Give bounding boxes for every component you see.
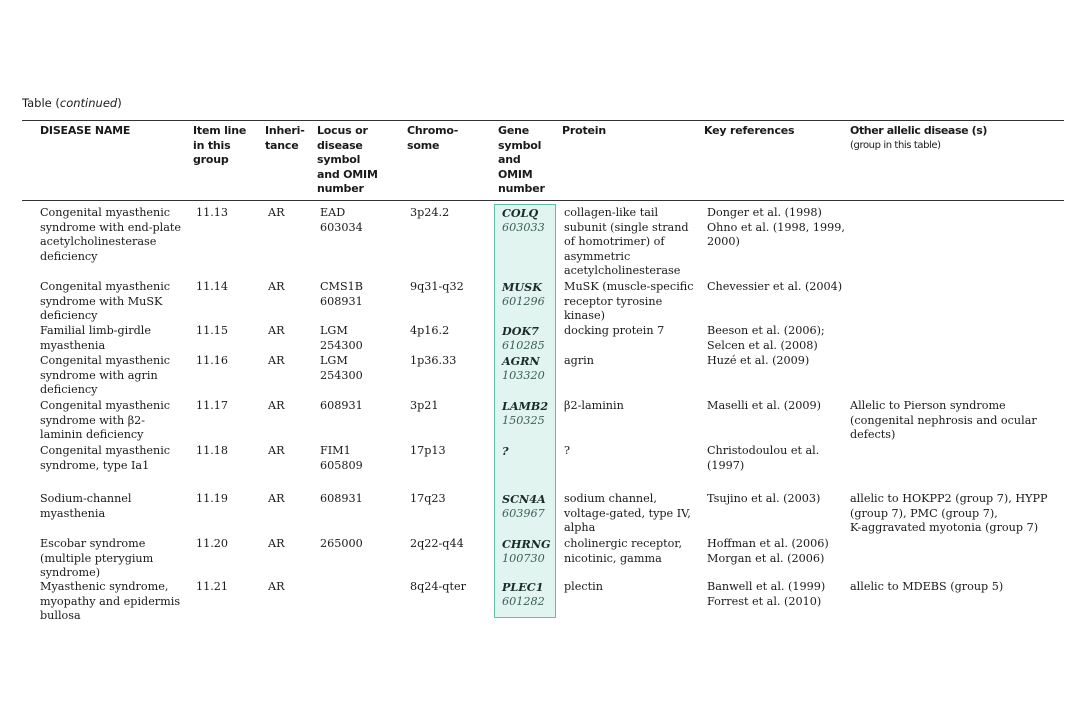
- cell-inheritance: AR: [268, 537, 285, 550]
- cell-chromosome: 3p24.2: [410, 206, 450, 219]
- cell-locus: LGM 254300: [320, 354, 363, 382]
- header-locus: Locus or disease symbol and OMIM number: [317, 124, 378, 195]
- cell-gene: [502, 206, 545, 235]
- cell-chromosome: 17q23: [410, 492, 446, 505]
- cell-gene: [502, 444, 509, 459]
- cell-inheritance: AR: [268, 444, 285, 457]
- header-chromosome: Chromo- some: [407, 124, 459, 152]
- cell-item-line: 11.20: [196, 537, 229, 550]
- cell-other-allelic: allelic to HOKPP2 (group 7), HYPP (group 7), PMC (group 7), K-aggravated myotonia (group 7): [850, 492, 1048, 535]
- cell-inheritance: AR: [268, 206, 285, 219]
- cell-references: Banwell et al. (1999) Forrest et al. (2010): [707, 580, 826, 608]
- cell-locus: FIM1 605809: [320, 444, 363, 472]
- cell-inheritance: AR: [268, 492, 285, 505]
- cell-disease-name: Sodium-channel myasthenia: [40, 492, 132, 520]
- gene-symbol: COLQ: [502, 206, 539, 220]
- top-rule: [22, 120, 1064, 121]
- gene-omim-number: 603033: [502, 220, 545, 234]
- cell-disease-name: Congenital myasthenic syndrome, type Ia1: [40, 444, 171, 472]
- header-rule: [22, 200, 1064, 201]
- cell-item-line: 11.14: [196, 280, 229, 293]
- cell-gene: [502, 537, 551, 566]
- cell-protein: ?: [564, 444, 570, 457]
- cell-locus: EAD 603034: [320, 206, 363, 234]
- cell-protein: plectin: [564, 580, 603, 593]
- cell-disease-name: Congenital myasthenic syndrome with β2- laminin deficiency: [40, 399, 171, 442]
- header-protein: Protein: [562, 124, 606, 137]
- header-other-allelic: [850, 124, 987, 153]
- gene-omim-number: 610285: [502, 338, 545, 352]
- gene-omim-number: 150325: [502, 413, 545, 427]
- cell-locus: 608931: [320, 399, 363, 412]
- cell-references: Donger et al. (1998) Ohno et al. (1998, 1999, 2000): [707, 206, 845, 249]
- header-disease: DISEASE NAME: [40, 124, 131, 137]
- cell-gene: [502, 492, 546, 521]
- cell-references: Christodoulou et al. (1997): [707, 444, 820, 472]
- cell-disease-name: Escobar syndrome (multiple pterygium syndrome): [40, 537, 154, 580]
- cell-gene: [502, 354, 545, 383]
- cell-chromosome: 17p13: [410, 444, 446, 457]
- gene-omim-number: 603967: [502, 506, 545, 520]
- gene-omim-number: 103320: [502, 368, 545, 382]
- cell-disease-name: Familial limb-girdle myasthenia: [40, 324, 151, 352]
- cell-gene: [502, 399, 548, 428]
- cell-locus: 265000: [320, 537, 363, 550]
- cell-protein: agrin: [564, 354, 594, 367]
- cell-protein: cholinergic receptor, nicotinic, gamma: [564, 537, 683, 565]
- header-other-allelic-sub: (group in this table): [850, 139, 941, 151]
- gene-symbol: LAMB2: [502, 399, 549, 413]
- cell-other-allelic: allelic to MDEBS (group 5): [850, 580, 1004, 593]
- cell-protein: sodium channel, voltage-gated, type IV, alpha: [564, 492, 691, 535]
- cell-item-line: 11.16: [196, 354, 229, 367]
- cell-inheritance: AR: [268, 280, 285, 293]
- gene-symbol: SCN4A: [502, 492, 546, 506]
- cell-chromosome: 2q22-q44: [410, 537, 464, 550]
- cell-disease-name: Congenital myasthenic syndrome with agrin deficiency: [40, 354, 171, 397]
- cell-chromosome: 9q31-q32: [410, 280, 464, 293]
- gene-omim-number: 100730: [502, 551, 545, 565]
- cell-locus: 608931: [320, 492, 363, 505]
- cell-locus: CMS1B 608931: [320, 280, 364, 308]
- cell-chromosome: 1p36.33: [410, 354, 457, 367]
- cell-item-line: 11.15: [196, 324, 229, 337]
- cell-protein: β2-laminin: [564, 399, 624, 412]
- cell-disease-name: Congenital myasthenic syndrome with MuSK deficiency: [40, 280, 171, 323]
- gene-omim-number: 601282: [502, 594, 545, 608]
- header-item: Item line in this group: [193, 124, 247, 166]
- gene-symbol: MUSK: [502, 280, 542, 294]
- header-gene: Gene symbol and OMIM number: [498, 124, 545, 195]
- cell-disease-name: Congenital myasthenic syndrome with end-plate acetylcholinesterase deficiency: [40, 206, 182, 263]
- cell-references: Chevessier et al. (2004): [707, 280, 843, 293]
- cell-references: Maselli et al. (2009): [707, 399, 822, 412]
- cell-protein: docking protein 7: [564, 324, 665, 337]
- cell-inheritance: AR: [268, 399, 285, 412]
- cell-item-line: 11.18: [196, 444, 229, 457]
- cell-gene: [502, 580, 545, 609]
- cell-item-line: 11.21: [196, 580, 229, 593]
- cell-chromosome: 8q24-qter: [410, 580, 466, 593]
- header-inheritance: Inheri- tance: [265, 124, 305, 152]
- gene-symbol: CHRNG: [502, 537, 551, 551]
- gene-symbol: PLEC1: [502, 580, 544, 594]
- cell-references: Huzé et al. (2009): [707, 354, 810, 367]
- cell-inheritance: AR: [268, 580, 285, 593]
- cell-locus: LGM 254300: [320, 324, 363, 352]
- cell-chromosome: 3p21: [410, 399, 439, 412]
- header-other-allelic-title: Other allelic disease (s): [850, 124, 987, 137]
- cell-inheritance: AR: [268, 324, 285, 337]
- gene-symbol: AGRN: [502, 354, 540, 368]
- cell-references: Hoffman et al. (2006) Morgan et al. (2006): [707, 537, 829, 565]
- cell-chromosome: 4p16.2: [410, 324, 450, 337]
- cell-item-line: 11.17: [196, 399, 229, 412]
- cell-gene: [502, 280, 545, 309]
- table-caption: Table (continued): [22, 96, 122, 110]
- cell-protein: MuSK (muscle-specific receptor tyrosine kinase): [564, 280, 694, 323]
- cell-item-line: 11.13: [196, 206, 229, 219]
- header-references: Key references: [704, 124, 795, 137]
- cell-disease-name: Myasthenic syndrome, myopathy and epidermis bullosa: [40, 580, 181, 623]
- cell-other-allelic: Allelic to Pierson syndrome (congenital nephrosis and ocular defects): [850, 399, 1037, 442]
- cell-references: Beeson et al. (2006); Selcen et al. (2008): [707, 324, 825, 352]
- gene-symbol: ?: [502, 444, 509, 458]
- cell-item-line: 11.19: [196, 492, 229, 505]
- gene-symbol: DOK7: [502, 324, 539, 338]
- gene-omim-number: 601296: [502, 294, 545, 308]
- cell-gene: [502, 324, 545, 353]
- cell-references: Tsujino et al. (2003): [707, 492, 821, 505]
- cell-protein: collagen-like tail subunit (single strand of homotrimer) of asymmetric acetylcholinesterase: [564, 206, 689, 278]
- cell-inheritance: AR: [268, 354, 285, 367]
